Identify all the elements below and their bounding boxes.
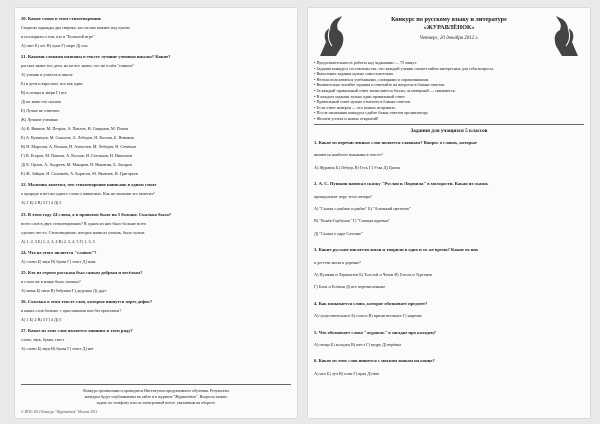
left-footer-line: конкурса будут опубликованы на сайте и в журнале "Журавлёнок". Вопросы можно [84,394,228,399]
left-line: Спорили однажды два сверчка, кто из них важнее под луною [21,25,130,30]
left-line: слово, звук, буква, текст [21,337,65,343]
left-line: А) свет Б) лес В) луна Г) море Д) сон [21,43,88,48]
left-question: 25. Кто из героев рассказа был самым добрым и весёлым? [21,270,143,275]
left-line: и о ком же в конце было сказано? [21,279,81,284]
left-question: 22. Мальчик заметил, что стихотворение написано в одном стиле [21,182,157,188]
rule-item: • Продолжительность работы над заданиями — 75 минут. [314,60,417,65]
left-line: Г) В. Егоров, М. Павлов, А. Козлов, И. Степанов, Н. Николаев [21,153,132,159]
left-line: А) К. Иванов, М. Петров, А. Павлов, Н. Смирнов, М. Попов [21,126,129,132]
left-line: В) И. Морозов, А. Волков, Н. Алексеев, М. Лебедев, Н. Семёнов [21,144,136,150]
left-line: А) мама Б) папа В) бабушка Г) дедушка Д) друг [21,288,107,293]
left-footer-line: задать по телефону или по электронной почте, указанным на обороте. [96,400,216,405]
right-line: А) существительное Б) глагол В) прилагательное Г) наречие [314,313,422,319]
left-line: сделать что-то. Стихотворение, которое написал ученик, было лучше. [21,229,146,235]
right-question: 6. Какое из этих слов пишется с мягким знаком на конце? [314,358,435,364]
rule-item: • Желаем успеха и новых открытий! [314,116,379,121]
rule-item: • После окончания конкурса сдайте бланк ответов организатору. [314,110,429,116]
left-line: и каких слов больше: с приставками или без приставок? [21,308,122,314]
left-line: Е) Ж. Зайцев, Н. Соловьёв, А. Борисов, М. Яковлев, Н. Григорьев [21,171,138,177]
crane-logo-left-icon [312,12,354,60]
right-line: А) ноч Б) луч В) плач Г) врач Д) мяч [314,370,380,376]
left-question: 26. Сколько в этом тексте слов, которые пишутся через дефис? [21,299,153,305]
right-line: А) Журавль Б) Лебедь В) Гусь Г) Утка Д) Цапля [314,164,400,170]
rule-item: • Задания конкурса составлены так, что каждый ученик сможет найти интересные для себя вопросы. [314,65,494,71]
left-footer-divider [21,384,291,385]
crane-logo-right-icon [544,12,586,60]
left-page [15,8,297,418]
left-line: и поспорили о том, кто в "Большой игре" [21,34,95,39]
right-question: 4. Как называется слово, которое обозначает предмет? [314,300,428,306]
left-line: А) 1 Б) 2 В) 3 Г) 4 Д) 5 [21,200,62,206]
left-line: А) 1 Б) 2 В) 3 Г) 4 Д) 5 [21,317,62,323]
left-line: А) слово Б) звук В) буква Г) текст Д) нет [21,346,94,352]
contest-title-line2: «ЖУРАВЛЁНОК» [423,24,475,31]
right-line: Г) Блок и Есенин Д) все перечисленные [314,284,386,290]
left-footnote: © ИПО 2012 Конкурс "Журавлёнок" Москва 2012 [21,410,98,414]
right-line: А) птица Б) колодец В) шест Г) ведро Д) верёвка [314,342,401,347]
right-line: Д) "Сказка о царе Салтане" [314,230,363,236]
right-question: 2. А. С. Пушкин написал сказку "Руслан и Людмила" в молодости. Какая из сказок [314,181,489,187]
left-line: А) 1, 2, 3 Б) 1, 2, 3, 4 В) 2, 3, 4, 5 Г) 1, 3, 5 [21,238,95,244]
contest-title [378,16,520,32]
right-page [308,8,590,418]
left-line: рассказ знают все дети, но не все знают, что же в нём "главное" [21,63,135,69]
contest-title-line1: Конкурс по русскому языку и литературе [391,16,507,23]
left-line: Б) и дети и взрослые, все как один [21,81,83,87]
left-question: 20. Какие стихи в этом стихотворении: [21,16,102,21]
right-line: принадлежит перу этого автора? [314,193,372,199]
left-question: 21. Какими словами названы в тексте лучшие ученики школы? Какие? [21,54,171,60]
rule-item: • Выполнять задания нужно самостоятельно. [314,71,395,77]
left-line: всего слов в двух стихотворениях? В одном из них было больше всего [21,220,147,226]
left-line: Б) А. Кузнецов, М. Соколов, А. Лебедев, Н. Козлов, Б. Новиков [21,135,134,141]
right-line: в детстве жили в деревне? [314,259,361,265]
left-line: А) ученик и учитель в школе [21,72,73,78]
rule-item: • Внимательно читайте задания и отвечайте на вопросы в бланке ответов. [314,82,446,88]
left-question: 23. В этом году 24 слова, а в прошлом было на 5 больше. Сколько было? [21,211,172,217]
left-line: А) слово Б) звук В) буква Г) текст Д) знак [21,258,96,264]
right-line: являются наиболее важными в тексте? [314,152,383,158]
left-line: Ж) Лучшие ученики: [21,117,59,123]
left-question: 24. Что из этого является "словом"? [21,249,97,255]
rule-item: • Если ответ неверен — его можно исправить. [314,104,397,110]
left-line: Е) Лучше не отвечать [21,108,60,114]
right-line: В) "Конёк-Горбунок" Г) "Спящая царевна" [314,218,391,224]
section-title: Задания для учащихся 5 классов [410,128,488,134]
rule-item: • Нельзя пользоваться учебниками, словарями и справочниками. [314,76,430,82]
right-line: А) Пушкин и Лермонтов Б) Толстой и Чехов В) Гоголь и Тургенев [314,272,432,277]
left-line: Д) не знаю что сказать [21,99,62,105]
right-question: 1. Какое из перечисленных слов является главным? Вопрос о словах, которые [314,140,477,145]
left-line: о природе и нет ни одного слова о животных. Как же мальчик это заметил? [21,191,155,197]
right-line: А) "Сказка о рыбаке и рыбке" Б) "Аленький цветочек" [314,206,411,211]
rules-divider [314,124,584,125]
right-question: 5. Что обозначает слово "журавль" в загадке про колодец? [314,329,436,335]
right-question: 3. Какие русские писатели жили и творили в одно и то же время? Какие из них [314,247,479,253]
rule-item: • За каждый правильный ответ начисляются баллы, за неверный — снимаются. [314,88,456,93]
rule-item: • Правильный ответ нужно отметить в бланке ответов. [314,99,412,105]
rule-item: • В каждом задании только один правильный ответ. [314,93,406,99]
contest-date: Четверг, 20 декабря 2012 г. [419,36,479,41]
left-line: В) и птицы и звери Г) все [21,90,67,96]
left-footer-line: Конкурс организован и проводится Институтом продуктивного обучения. Результаты [83,388,229,393]
left-line: Д) Е. Орлов, А. Андреев, М. Макаров, Н. Никитин, Б. Захаров [21,162,132,168]
left-question: 27. Какое из этих слов является лишним в этом ряду? [21,328,133,334]
